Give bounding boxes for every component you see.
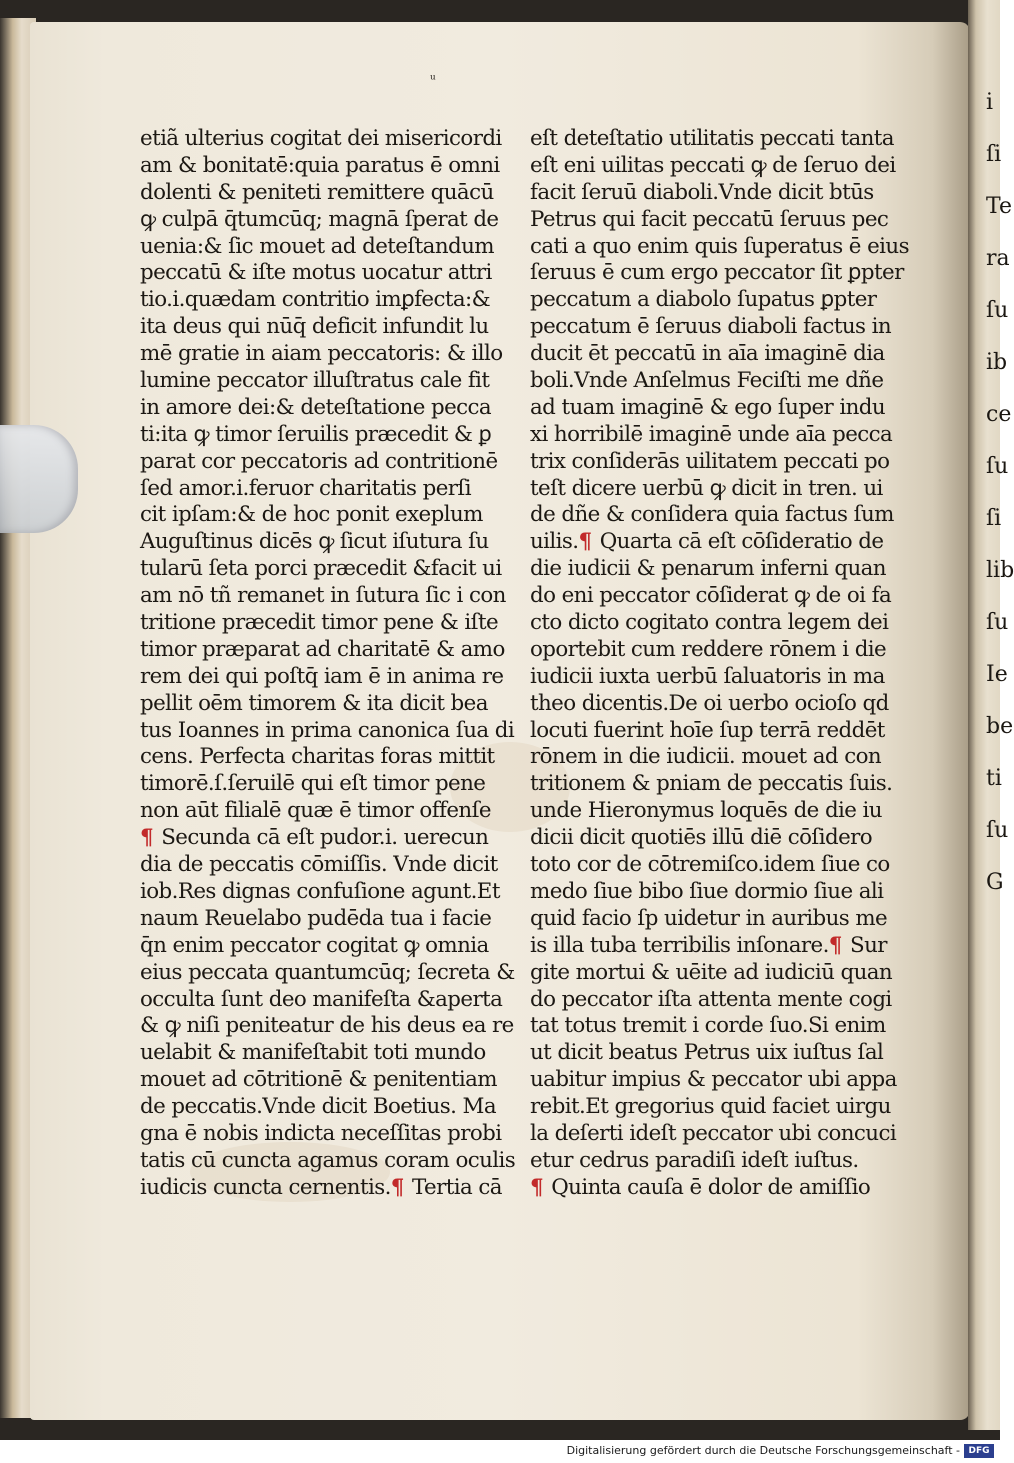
text-line: cati a quo enim quis ſuperatus ē eius [530, 233, 909, 259]
text-line: uilis.¶ Quarta cā eſt cōſideratio de [530, 529, 884, 555]
signature-mark: ᵘ [430, 72, 436, 88]
text-line: occulta ſunt deo manifeſta &aperta [140, 986, 503, 1012]
text-line: uenia:& ſic mouet ad deteſtandum [140, 233, 494, 259]
text-line: tritionem & pniam de peccatis ſuis. [530, 771, 893, 797]
dfg-logo: DFG [964, 1444, 994, 1458]
text-line: locuti fuerint hoīe ſup terrā reddēt [530, 717, 885, 743]
text-line: rebit.Et gregorius quid faciet uirgu [530, 1094, 891, 1120]
text-line: non aūt filialē quæ ē timor offenſe [140, 798, 491, 824]
text-line: etur cedrus paradiſi ideſt iuſtus. [530, 1147, 859, 1173]
text-line: unde Hieronymus loquēs de die iu [530, 798, 882, 824]
text-line: eſt deteſtatio utilitatis peccati tanta [530, 126, 894, 151]
text-line: am & bonitatē:quia paratus ē omni [140, 152, 500, 178]
text-line: ti:ita ꝙ timor ſeruilis præcedit & ꝑ [140, 421, 492, 447]
text-line: die iudicii & penarum inferni quan [530, 556, 886, 582]
facing-page-fragment: ſi [986, 142, 1002, 167]
text-line: quid facio ſp uidetur in auribus me [530, 905, 888, 931]
text-line: etiã ulterius cogitat dei misericordi [140, 126, 502, 151]
facing-page-fragment: i [986, 90, 994, 115]
text-line: rem dei qui poſtq̄ iam ē in anima re [140, 663, 504, 689]
text-line: do peccator iſta attenta mente cogi [530, 986, 892, 1012]
footer-bar [0, 1440, 1000, 1463]
text-line: mouet ad cōtritionē & penitentiam [140, 1067, 497, 1093]
text-line: cit ipſam:& de hoc ponit exeplum [140, 502, 483, 528]
facing-page-fragment: Te [986, 194, 1012, 219]
text-line: gite mortui & uēite ad iudiciū quan [530, 959, 893, 985]
text-line: naum Reuelabo pudēda tua i facie [140, 905, 492, 931]
text-line: medo ſiue bibo ſiue dormio ſiue ali [530, 878, 884, 904]
right-text-column [530, 126, 920, 1202]
text-line: theo dicentis.De oi uerbo ocioſo qd [530, 690, 889, 716]
facing-page-fragment: ſi [986, 506, 1002, 531]
text-line: uabitur impius & peccator ubi appa [530, 1067, 897, 1093]
text-line: ꝙ culpā q̄tumcūq; magnā ſperat de [140, 206, 499, 232]
text-line: tat totus tremit i corde ſuo.Si enim [530, 1013, 886, 1039]
text-line: cens. Perfecta charitas foras mittit [140, 744, 495, 770]
text-line: dicii dicit quotiēs illū diē cōſidero [530, 825, 873, 851]
facing-page-fragment: lib [986, 558, 1014, 583]
text-line: boli.Vnde Anſelmus Feciſti me dñe [530, 368, 884, 394]
text-line: tus Ioannes in prima canonica ſua di [140, 717, 515, 743]
text-line: facit ſeruū diaboli.Vnde dicit btūs [530, 179, 874, 205]
text-line: parat cor peccatoris ad contritionē [140, 448, 498, 474]
text-line: toto cor de cōtremiſco.idem ſiue co [530, 852, 890, 878]
text-line: am nō tñ remanet in ſutura ſic i con [140, 583, 506, 609]
text-line: peccatum a diabolo ſupatus ꝑpter [530, 287, 877, 313]
text-line: timorē.ſ.ſeruilē qui eſt timor pene [140, 771, 486, 797]
facing-page-edge [968, 0, 1014, 1430]
text-line: ita deus qui nūq̄ deficit infundit lu [140, 314, 489, 340]
text-line: Auguſtinus dicēs ꝙ ſicut iſutura ſu [140, 529, 489, 555]
facing-page-fragment: ſu [986, 454, 1009, 479]
text-line: iudicii iuxta uerbū ſaluatoris in ma [530, 663, 885, 689]
text-line: oportebit cum reddere rōnem i die [530, 636, 887, 662]
facing-page-fragment: ce [986, 402, 1012, 427]
facing-page-fragment: be [986, 714, 1014, 739]
text-line: tatis cū cuncta agamus coram oculis [140, 1147, 516, 1173]
text-line: ducit ēt peccatū in aīa imaginē dia [530, 341, 885, 367]
text-line: iob.Res dignas confuſione agunt.Et [140, 878, 500, 904]
text-line: peccatum ē ſeruus diaboli factus in [530, 314, 892, 340]
text-line: timor præparat ad charitatē & amo [140, 636, 505, 662]
text-line: pellit oēm timorem & ita dicit bea [140, 690, 488, 716]
text-line: peccatū & iſte motus uocatur attri [140, 260, 492, 286]
text-line: ad tuam imaginē & ego ſuper indu [530, 394, 886, 420]
text-line: la deſerti ideſt peccator ubi concuci [530, 1120, 897, 1146]
text-line: is illa tuba terribilis inſonare.¶ Sur [530, 932, 887, 958]
text-line: eſt eni uilitas peccati ꝙ de ſeruo dei [530, 152, 896, 178]
text-line: xi horribilē imaginē unde aīa pecca [530, 421, 893, 447]
text-line: trix conſiderās uilitatem peccati po [530, 448, 890, 474]
text-line: gna ē nobis indicta neceſſitas probi [140, 1120, 502, 1146]
text-line: dolenti & peniteti remittere quācū [140, 179, 494, 205]
left-text-column [140, 126, 530, 1202]
text-line: ſeruus ē cum ergo peccator ſit ꝑpter [530, 260, 904, 286]
facing-page-fragment: ſu [986, 610, 1009, 635]
facing-page-fragment: ſu [986, 298, 1009, 323]
text-line: ¶ Secunda cā eſt pudor.i. uerecun [140, 825, 489, 851]
text-line: Petrus qui facit peccatū ſeruus pec [530, 206, 889, 232]
text-line: lumine peccator illuſtratus cale fit [140, 368, 490, 394]
text-line: ut dicit beatus Petrus uix iuſtus ſal [530, 1040, 884, 1066]
facing-page-fragment: ſu [986, 818, 1009, 843]
facing-page-fragment: Ie [986, 662, 1008, 687]
text-line: eius peccata quantumcūq; ſecreta & [140, 959, 515, 985]
facing-page-fragment: G [986, 870, 1004, 895]
footer-credit: Digitalisierung gefördert durch die Deutsche Forschungsgemeinschaft - [566, 1444, 960, 1457]
text-line: de peccatis.Vnde dicit Boetius. Ma [140, 1094, 497, 1120]
text-line: iudicis cuncta cernentis.¶ Tertia cā [140, 1174, 502, 1200]
text-line: dia de peccatis cōmiſſis. Vnde dicit [140, 852, 498, 878]
text-line: q̄n enim peccator cogitat ꝙ omnia [140, 932, 489, 958]
facing-page-fragment: ra [986, 246, 1010, 271]
text-line: in amore dei:& deteſtatione pecca [140, 394, 492, 420]
text-line: tio.i.quædam contritio imꝑfecta:& [140, 287, 491, 313]
text-line: rōnem in die iudicii. mouet ad con [530, 744, 882, 770]
text-line: ſed amor.i.feruor charitatis perſi [140, 475, 471, 501]
text-line: mē gratie in aiam peccatoris: & illo [140, 341, 503, 367]
text-line: & ꝙ niſi peniteatur de his deus ea re [140, 1013, 514, 1039]
text-line: teſt dicere uerbū ꝙ dicit in tren. ui [530, 475, 883, 501]
text-line: tularū ſeta porci præcedit &facit ui [140, 556, 502, 582]
text-line: cto dicto cogitato contra legem dei [530, 610, 889, 636]
text-line: do eni peccator cōſiderat ꝙ de oi fa [530, 583, 892, 609]
page-clip [0, 425, 78, 533]
text-line: uelabit & manifeſtabit toti mundo [140, 1040, 486, 1066]
text-line: de dñe & conſidera quia factus ſum [530, 502, 894, 528]
facing-page-fragment: ib [986, 350, 1008, 375]
facing-page-fragment: ti [986, 766, 1002, 791]
text-line: ¶ Quinta cauſa ē dolor de amiſſio [530, 1174, 871, 1200]
text-line: tritione præcedit timor pene & iſte [140, 610, 499, 636]
